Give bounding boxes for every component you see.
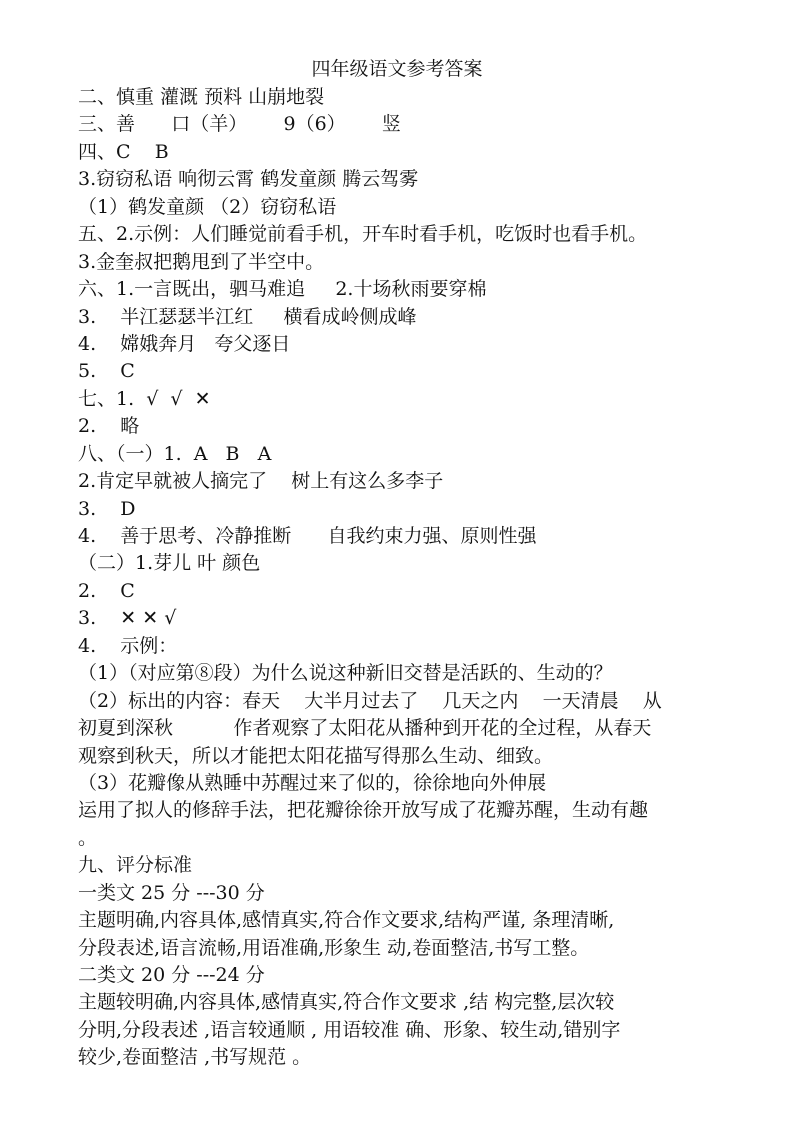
answer-line: 2.肯定早就被人摘完了 树上有这么多李子 bbox=[78, 470, 444, 493]
answer-line: 3.窃窃私语 响彻云霄 鹤发童颜 腾云驾雾 bbox=[78, 168, 419, 191]
answer-line: （二）1.芽儿 叶 颜色 bbox=[78, 552, 261, 575]
answer-line: 。 bbox=[78, 826, 98, 849]
answer-line: 九、评分标准 bbox=[78, 854, 193, 877]
answer-line: （1）（对应第⑧段）为什么说这种新旧交替是活跃的、生动的？ bbox=[78, 662, 613, 685]
answer-line: 观察到秋天，所以才能把太阳花描写得那么生动、细致。 bbox=[78, 744, 554, 767]
answer-line: 5. C bbox=[78, 360, 135, 383]
answer-line: 3. D bbox=[78, 497, 136, 520]
answer-line: 3. 半江瑟瑟半江红 横看成岭侧成峰 bbox=[78, 305, 417, 328]
answer-line: 分段表述,语言流畅,用语准确,形象生 动,卷面整洁,书写工整。 bbox=[78, 936, 590, 959]
answer-line: （1）鹤发童颜 （2）窃窃私语 bbox=[78, 195, 337, 218]
answer-line: （3）花瓣像从熟睡中苏醒过来了似的，徐徐地向外伸展 bbox=[78, 771, 547, 794]
answer-line: 3.金奎叔把鹅甩到了半空中。 bbox=[78, 250, 325, 273]
answer-line: 4. 示例： bbox=[78, 634, 178, 657]
answer-line: 五、2.示例：人们睡觉前看手机，开车时看手机，吃饭时也看手机。 bbox=[78, 223, 648, 246]
answer-line: 3. ✕ ✕ √ bbox=[78, 607, 177, 630]
answer-line: 主题明确,内容具体,感情真实,符合作文要求,结构严谨, 条理清晰, bbox=[78, 909, 615, 932]
answer-line: 主题较明确,内容具体,感情真实,符合作文要求 ,结 构完整,层次较 bbox=[78, 991, 615, 1014]
answer-line: 四、C B bbox=[78, 140, 169, 163]
answer-line: 六、1.一言既出，驷马难追 2.十场秋雨要穿棉 bbox=[78, 278, 487, 301]
answer-line: 七、1. √ √ ✕ bbox=[78, 387, 211, 410]
answer-line: 2. C bbox=[78, 579, 135, 602]
answer-line: 三、善 口（羊） 9（6） 竖 bbox=[78, 113, 401, 136]
answer-line: 较少,卷面整洁 ,书写规范 。 bbox=[78, 1046, 312, 1069]
answer-line: （2）标出的内容：春天 大半月过去了 几天之内 一天清晨 从 bbox=[78, 689, 662, 712]
answer-line: 一类文 25 分 ---30 分 bbox=[78, 881, 265, 904]
answer-line: 二、慎重 灌溉 预料 山崩地裂 bbox=[78, 86, 325, 108]
answer-line: 八、（一）1. A B A bbox=[78, 442, 272, 465]
answer-line: 4. 嫦娥奔月 夸父逐日 bbox=[78, 332, 291, 355]
answer-line: 初夏到深秋 作者观察了太阳花从播种到开花的全过程，从春天 bbox=[78, 717, 652, 740]
document-title: 四年级语文参考答案 bbox=[311, 58, 483, 80]
answer-line: 二类文 20 分 ---24 分 bbox=[78, 964, 265, 986]
answer-line: 运用了拟人的修辞手法，把花瓣徐徐开放写成了花瓣苏醒，生动有趣 bbox=[78, 799, 649, 822]
answer-line: 2. 略 bbox=[78, 415, 140, 438]
answer-line: 4. 善于思考、冷静推断 自我约束力强、原则性强 bbox=[78, 525, 537, 547]
answer-body bbox=[78, 84, 728, 1072]
answer-line: 分明,分段表述 ,语言较通顺 , 用语较准 确、形象、较生动,错别字 bbox=[78, 1018, 621, 1041]
